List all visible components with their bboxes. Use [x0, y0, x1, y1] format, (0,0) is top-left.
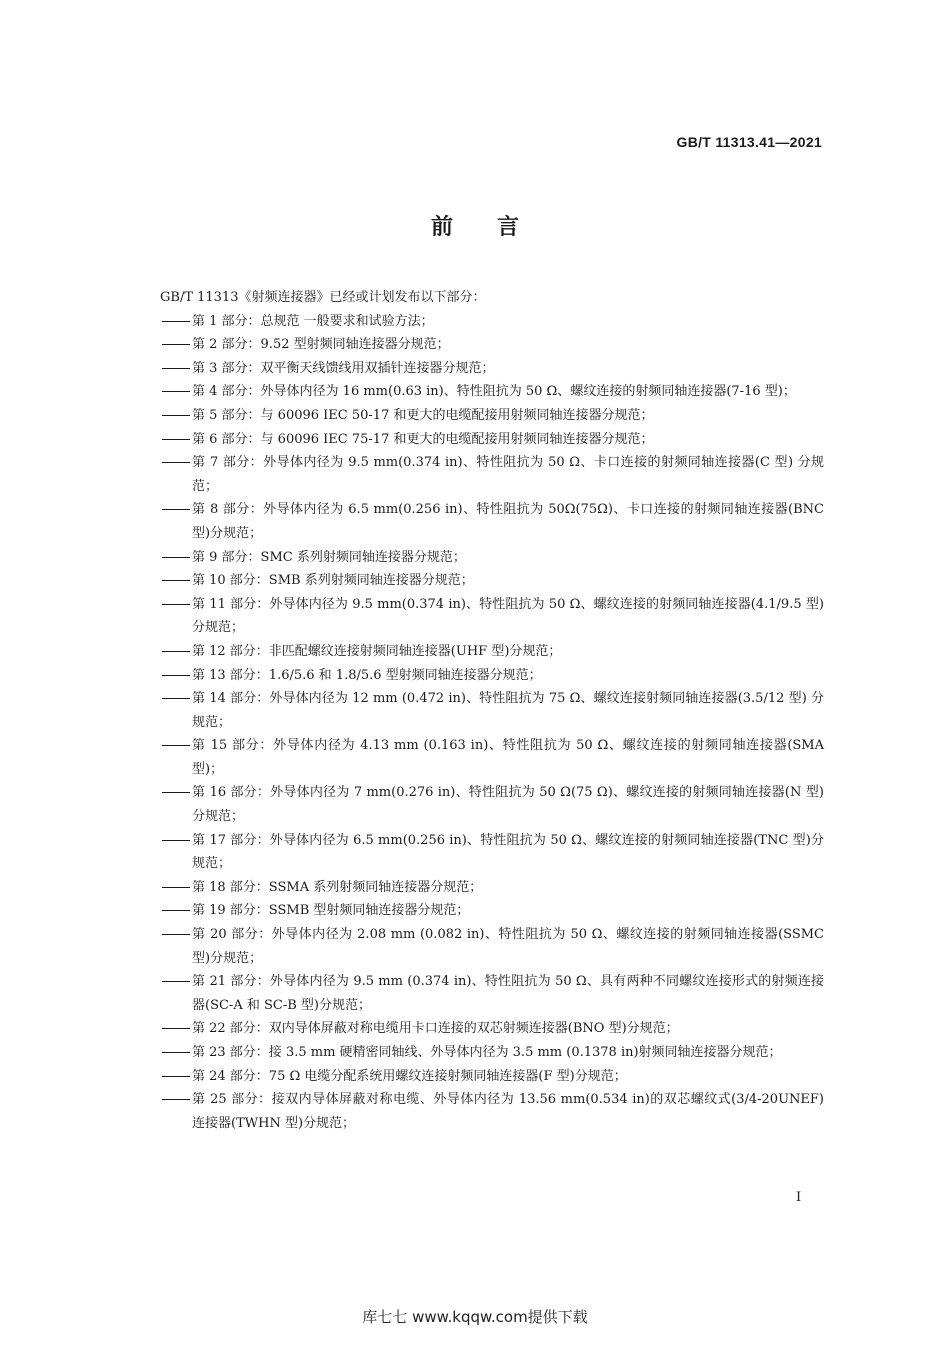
list-item: 第 6 部分：与 60096 IEC 75-17 和更大的电缆配接用射频同轴连接器分规范；: [160, 428, 824, 452]
list-item: 第 15 部分：外导体内径为 4.13 mm (0.163 in)、特性阻抗为 50 Ω、螺纹连接的射频同轴连接器(SMA 型)；: [160, 734, 824, 781]
list-item: 第 20 部分：外导体内径为 2.08 mm (0.082 in)、特性阻抗为 50 Ω、螺纹连接的射频同轴连接器(SSMC 型)分规范；: [160, 923, 824, 970]
list-item: 第 9 部分：SMC 系列射频同轴连接器分规范；: [160, 546, 824, 570]
list-item: 第 10 部分：SMB 系列射频同轴连接器分规范；: [160, 569, 824, 593]
parts-list: [160, 310, 824, 1136]
list-item: 第 22 部分：双内导体屏蔽对称电缆用卡口连接的双芯射频连接器(BNO 型)分规范；: [160, 1017, 824, 1041]
list-item: 第 4 部分：外导体内径为 16 mm(0.63 in)、特性阻抗为 50 Ω、螺纹连接的射频同轴连接器(7-16 型)；: [160, 380, 824, 404]
list-item: 第 1 部分：总规范 一般要求和试验方法；: [160, 310, 824, 334]
list-item: 第 7 部分：外导体内径为 9.5 mm(0.374 in)、特性阻抗为 50 Ω、卡口连接的射频同轴连接器(C 型) 分规范；: [160, 451, 824, 498]
list-item: 第 13 部分：1.6/5.6 和 1.8/5.6 型射频同轴连接器分规范；: [160, 664, 824, 688]
list-item: 第 12 部分：非匹配螺纹连接射频同轴连接器(UHF 型)分规范；: [160, 640, 824, 664]
list-item: 第 14 部分：外导体内径为 12 mm (0.472 in)、特性阻抗为 75 Ω、螺纹连接射频同轴连接器(3.5/12 型) 分规范；: [160, 687, 824, 734]
standard-code: GB/T 11313.41—2021: [676, 134, 822, 150]
page-title: 前言: [430, 215, 563, 240]
page-number: I: [796, 1190, 802, 1205]
list-item: 第 3 部分：双平衡天线馈线用双插针连接器分规范；: [160, 357, 824, 381]
list-item: 第 25 部分：接双内导体屏蔽对称电缆、外导体内径为 13.56 mm(0.534 in)的双芯螺纹式(3/4-20UNEF) 连接器(TWHN 型)分规范；: [160, 1088, 824, 1135]
list-item: 第 11 部分：外导体内径为 9.5 mm(0.374 in)、特性阻抗为 50 Ω、螺纹连接的射频同轴连接器(4.1/9.5 型)分规范；: [160, 593, 824, 640]
list-item: 第 2 部分：9.52 型射频同轴连接器分规范；: [160, 333, 824, 357]
list-item: 第 23 部分：接 3.5 mm 硬精密同轴线、外导体内径为 3.5 mm (0.1378 in)射频同轴连接器分规范；: [160, 1041, 824, 1065]
download-footer: 库七七 www.kqqw.com提供下载: [362, 1308, 588, 1326]
list-item: 第 19 部分：SSMB 型射频同轴连接器分规范；: [160, 899, 824, 923]
list-item: 第 5 部分：与 60096 IEC 50-17 和更大的电缆配接用射频同轴连接器分规范；: [160, 404, 824, 428]
list-item: 第 17 部分：外导体内径为 6.5 mm(0.256 in)、特性阻抗为 50 Ω、螺纹连接的射频同轴连接器(TNC 型)分规范；: [160, 829, 824, 876]
list-item: 第 21 部分：外导体内径为 9.5 mm (0.374 in)、特性阻抗为 50 Ω、具有两种不同螺纹连接形式的射频连接器(SC-A 和 SC-B 型)分规范；: [160, 970, 824, 1017]
intro-paragraph: GB/T 11313《射频连接器》已经或计划发布以下部分：: [160, 290, 486, 305]
list-item: 第 24 部分：75 Ω 电缆分配系统用螺纹连接射频同轴连接器(F 型)分规范；: [160, 1065, 824, 1089]
document-body: [160, 286, 824, 1135]
list-item: 第 8 部分：外导体内径为 6.5 mm(0.256 in)、特性阻抗为 50Ω(75Ω)、卡口连接的射频同轴连接器(BNC 型)分规范；: [160, 498, 824, 545]
list-item: 第 16 部分：外导体内径为 7 mm(0.276 in)、特性阻抗为 50 Ω(75 Ω)、螺纹连接的射频同轴连接器(N 型)分规范；: [160, 781, 824, 828]
list-item: 第 18 部分：SSMA 系列射频同轴连接器分规范；: [160, 876, 824, 900]
